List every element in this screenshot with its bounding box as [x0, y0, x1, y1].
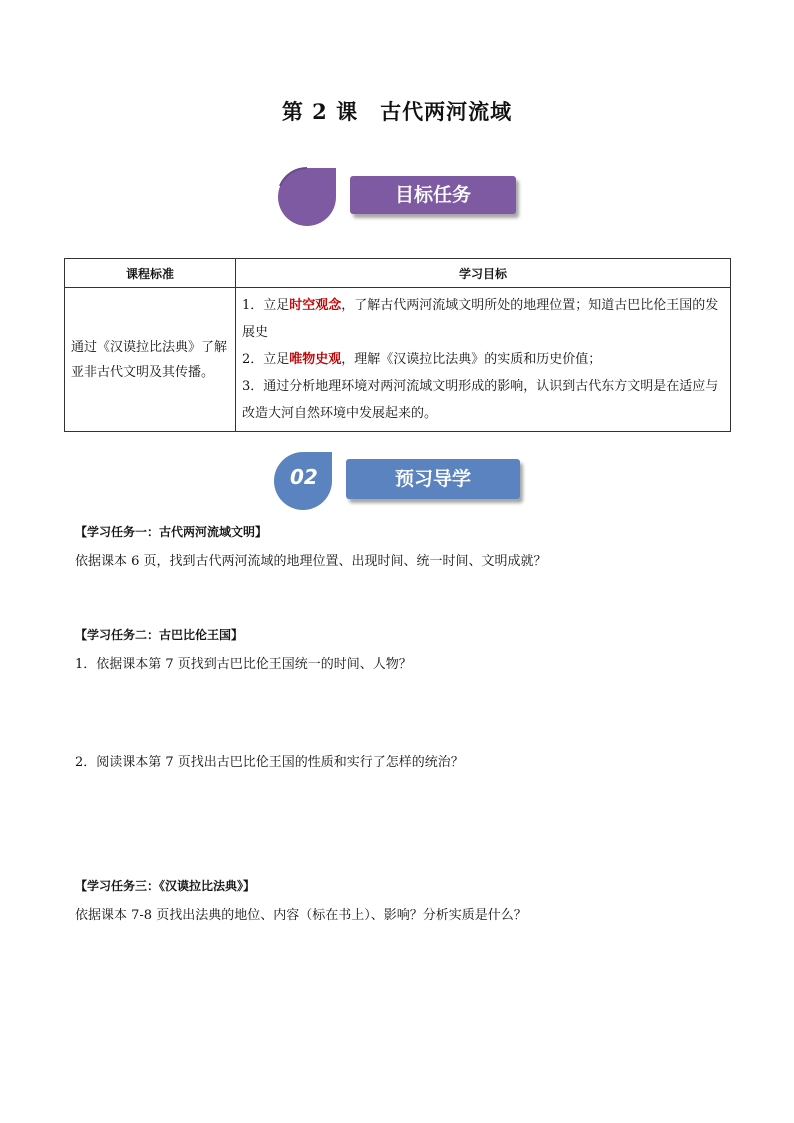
- task2-question-2: 2．阅读课本第 7 页找出古巴比伦王国的性质和实行了怎样的统治？: [75, 755, 464, 770]
- table-header-goals: 学习目标: [236, 259, 731, 288]
- task2-question-1: 1．依据课本第 7 页找到古巴比伦王国统一的时间、人物？: [75, 657, 412, 672]
- goal-item: 2．立足唯物史观，理解《汉谟拉比法典》的实质和历史价值；: [242, 352, 602, 367]
- purple-circle-badge: [276, 166, 338, 228]
- banner-label: 目标任务: [350, 176, 516, 214]
- task3-question: 依据课本 7-8 页找出法典的地位、内容（标在书上）、影响？分析实质是什么？: [75, 908, 527, 923]
- task3-heading: 【学习任务三：《汉谟拉比法典》】: [75, 879, 256, 893]
- curriculum-table: [64, 258, 731, 432]
- goals-cell: [236, 288, 731, 432]
- section-banner-goals: [276, 166, 520, 228]
- task1-question: 依据课本 6 页，找到古代两河流域的地理位置、出现时间、统一时间、文明成就？: [75, 554, 547, 569]
- banner-label: 预习导学: [346, 459, 520, 499]
- page-title: 第 2 课 古代两河流域: [281, 99, 513, 124]
- task2-heading: 【学习任务二：古巴比伦王国】: [75, 628, 244, 642]
- section-banner-preview: [272, 450, 524, 510]
- task1-heading: 【学习任务一：古代两河流域文明】: [75, 525, 268, 539]
- standard-cell: 通过《汉谟拉比法典》了解亚非古代文明及其传播。: [65, 288, 236, 432]
- banner-number: 02: [290, 465, 318, 489]
- goal-item: 1．立足时空观念，了解古代两河流域文明所处的地理位置；知道古巴比伦王国的发展史: [242, 298, 719, 340]
- table-header-standard: 课程标准: [65, 259, 236, 288]
- goal-item: 3．通过分析地理环境对两河流域文明形成的影响，认识到古代东方文明是在适应与改造大河自然环境中发展起来的。: [242, 379, 719, 421]
